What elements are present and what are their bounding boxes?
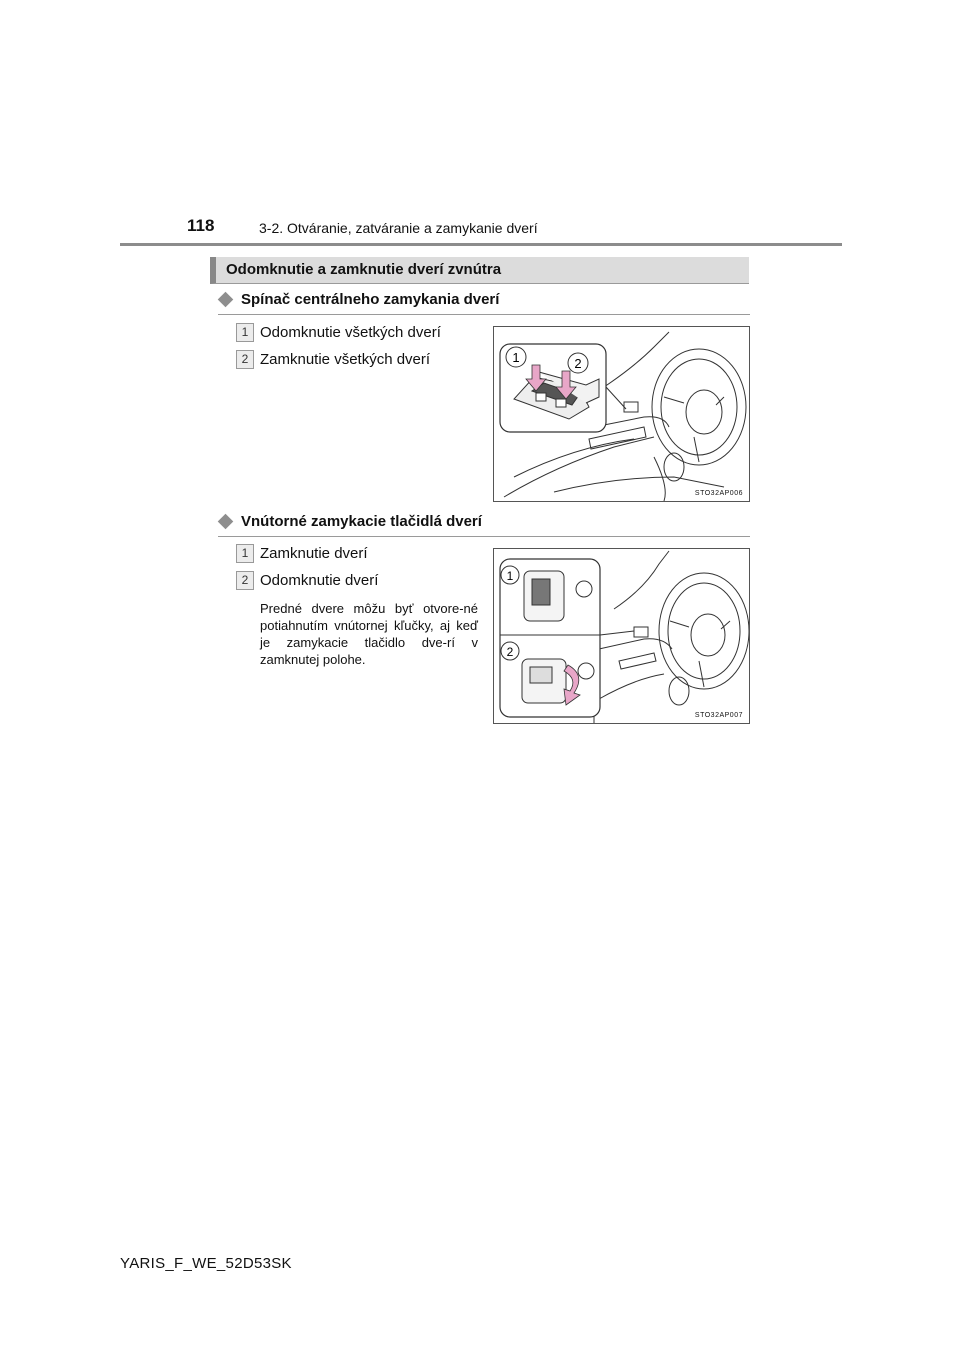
central-lock-drawing — [494, 327, 749, 501]
central-lock-heading — [218, 291, 499, 308]
central-lock-illustration — [493, 326, 750, 502]
inside-lock-drawing — [494, 549, 749, 723]
central-lock-heading-text: Spínač centrálneho zamykania dverí — [241, 291, 500, 308]
header-divider — [120, 243, 842, 246]
chapter-title: 3-2. Otváranie, zatváranie a zamykanie dverí — [259, 220, 538, 236]
central-lock-item-2 — [236, 350, 430, 369]
item-number-badge: 2 — [236, 350, 254, 369]
item-number-badge: 1 — [236, 544, 254, 563]
inside-lock-heading-text: Vnútorné zamykacie tlačidlá dverí — [241, 513, 482, 530]
inside-lock-item-1 — [236, 544, 368, 563]
callout-1: 1 — [506, 569, 514, 583]
figure-code: STO32AP006 — [694, 490, 743, 497]
callout-2: 2 — [506, 645, 514, 659]
item-number-badge: 2 — [236, 571, 254, 590]
item-text: Zamknutie všetkých dverí — [260, 351, 431, 368]
inside-lock-illustration — [493, 548, 750, 724]
diamond-bullet-icon — [218, 514, 234, 530]
item-text: Zamknutie dverí — [260, 545, 368, 562]
item-text: Odomknutie všetkých dverí — [260, 324, 441, 341]
note-paragraph: Predné dvere môžu byť otvore-né potiahnutím vnútornej kľučky, aj keď je zamykacie tlačidlo dve-rí v zamknutej polohe. — [260, 601, 478, 667]
item-number-badge: 1 — [236, 323, 254, 342]
callout-1: 1 — [512, 350, 520, 365]
page-number: 118 — [187, 216, 215, 235]
footer-document-code: YARIS_F_WE_52D53SK — [120, 1255, 292, 1272]
inside-lock-heading — [218, 513, 482, 530]
section-title: Odomknutie a zamknutie dverí zvnútra — [226, 261, 502, 278]
figure-code: STO32AP007 — [694, 712, 743, 719]
section-title-bar — [210, 257, 749, 284]
central-lock-item-1 — [236, 323, 441, 342]
callout-2: 2 — [574, 356, 582, 371]
central-lock-divider — [218, 314, 750, 315]
inside-lock-item-2 — [236, 571, 378, 590]
inside-lock-divider — [218, 536, 750, 537]
diamond-bullet-icon — [218, 292, 234, 308]
item-text: Odomknutie dverí — [260, 572, 379, 589]
